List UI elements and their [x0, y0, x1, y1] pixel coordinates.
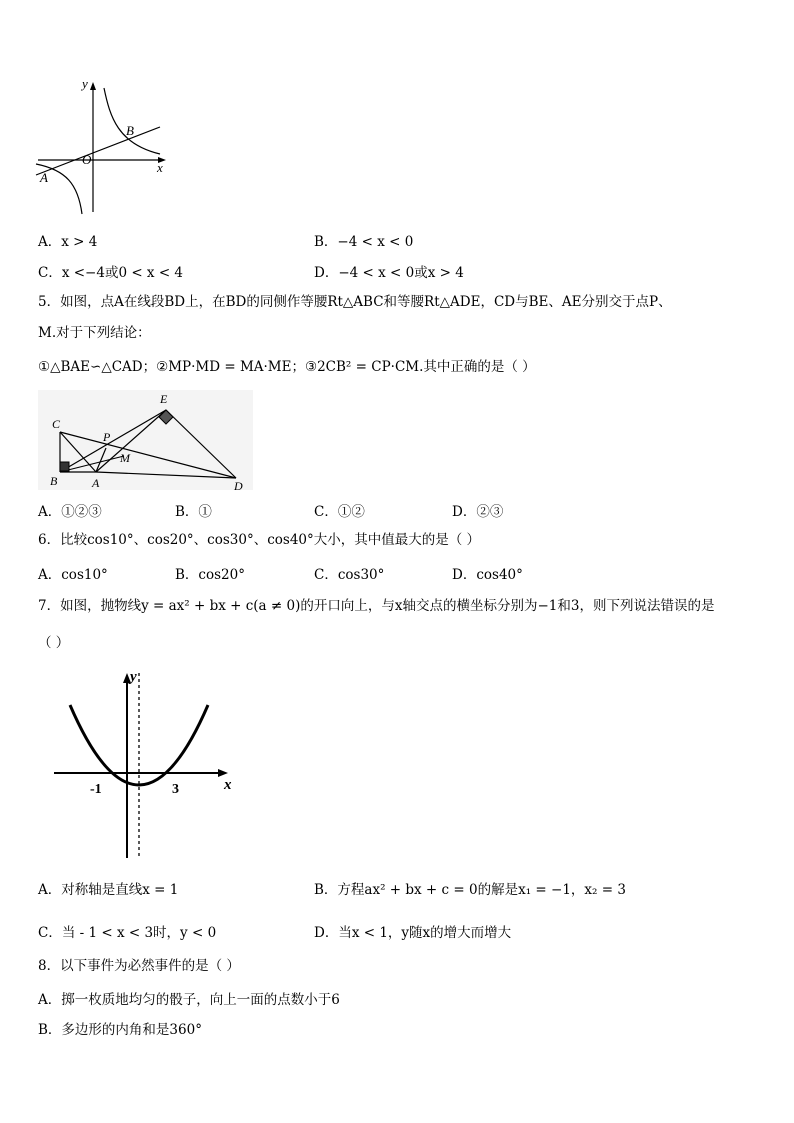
q4-option-c: C．x <−4或0 < x < 4: [38, 265, 184, 281]
q7-paren: （ ）: [38, 635, 70, 651]
q8-option-b: B．多边形的内角和是360°: [38, 1022, 202, 1038]
right-angle-b: [60, 462, 69, 471]
x-axis-arrow: [218, 769, 228, 777]
q7-option-d: D．当x < 1，y随x的增大而增大: [314, 925, 512, 941]
q6-stem: 6．比较cos10°、cos20°、cos30°、cos40°大小，其中值最大的是（ ）: [38, 532, 481, 548]
label-p: P: [103, 430, 111, 444]
q5-option-c: C．①②: [314, 504, 365, 520]
label-y: y: [130, 669, 137, 685]
q5-option-a: A．①②③: [38, 504, 102, 520]
label-o: O: [82, 152, 92, 167]
q4-option-b: B．−4 < x < 0: [314, 234, 414, 250]
q7-option-c: C．当 - 1 < x < 3时，y < 0: [38, 925, 217, 941]
label-a5: A: [92, 476, 100, 490]
q7-option-a: A．对称轴是直线x = 1: [38, 882, 179, 898]
q5-option-b: B．①: [175, 504, 212, 520]
q7-option-b: B．方程ax² + bx + c = 0的解是x₁ = −1，x₂ = 3: [314, 882, 626, 898]
q5-figure-bg: [38, 390, 253, 490]
q6-option-c: C．cos30°: [314, 567, 385, 583]
line-through-origin: [36, 127, 160, 175]
q4-option-a: A．x > 4: [38, 234, 98, 250]
q5-stem-line1: 5．如图，点A在线段BD上，在BD的同侧作等腰Rt△ABC和等腰Rt△ADE，CD与BE、AE分别交于点P、: [38, 294, 672, 310]
q4-figure: [30, 72, 180, 217]
q5-stem-line2: M.对于下列结论：: [38, 325, 151, 341]
q6-option-a: A．cos10°: [38, 567, 108, 583]
label-m: M: [120, 451, 130, 465]
q6-option-b: B．cos20°: [175, 567, 245, 583]
hyperbola-branch-right: [104, 88, 160, 154]
label-minus1: -1: [90, 782, 102, 797]
q6-option-d: D．cos40°: [452, 567, 523, 583]
q5-option-d: D．②③: [452, 504, 504, 520]
label-e: E: [160, 392, 168, 406]
label-x: x: [224, 777, 232, 793]
y-axis-arrow: [90, 82, 96, 90]
label-x: x: [157, 160, 163, 175]
label-a: A: [40, 170, 48, 185]
q8-option-a: A．掷一枚质地均匀的骰子，向上一面的点数小于6: [38, 992, 340, 1008]
label-3: 3: [172, 782, 179, 797]
q8-stem: 8．以下事件为必然事件的是（ ）: [38, 958, 240, 974]
q7-stem: 7．如图，抛物线y = ax² + bx + c(a ≠ 0)的开口向上，与x轴交点的横坐标分别为−1和3，则下列说法错误的是: [38, 598, 715, 614]
label-c: C: [52, 417, 61, 431]
label-b5: B: [50, 474, 58, 488]
q7-figure: [50, 665, 240, 865]
q5-figure: [38, 390, 253, 490]
q5-stem-line3: ①△BAE∽△CAD；②MP·MD = MA·ME；③2CB² = CP·CM.其中正确的是（ ）: [38, 359, 536, 375]
label-b: B: [126, 123, 134, 138]
label-y: y: [82, 76, 88, 91]
label-d: D: [234, 479, 243, 490]
q4-option-d: D．−4 < x < 0或x > 4: [314, 265, 464, 281]
